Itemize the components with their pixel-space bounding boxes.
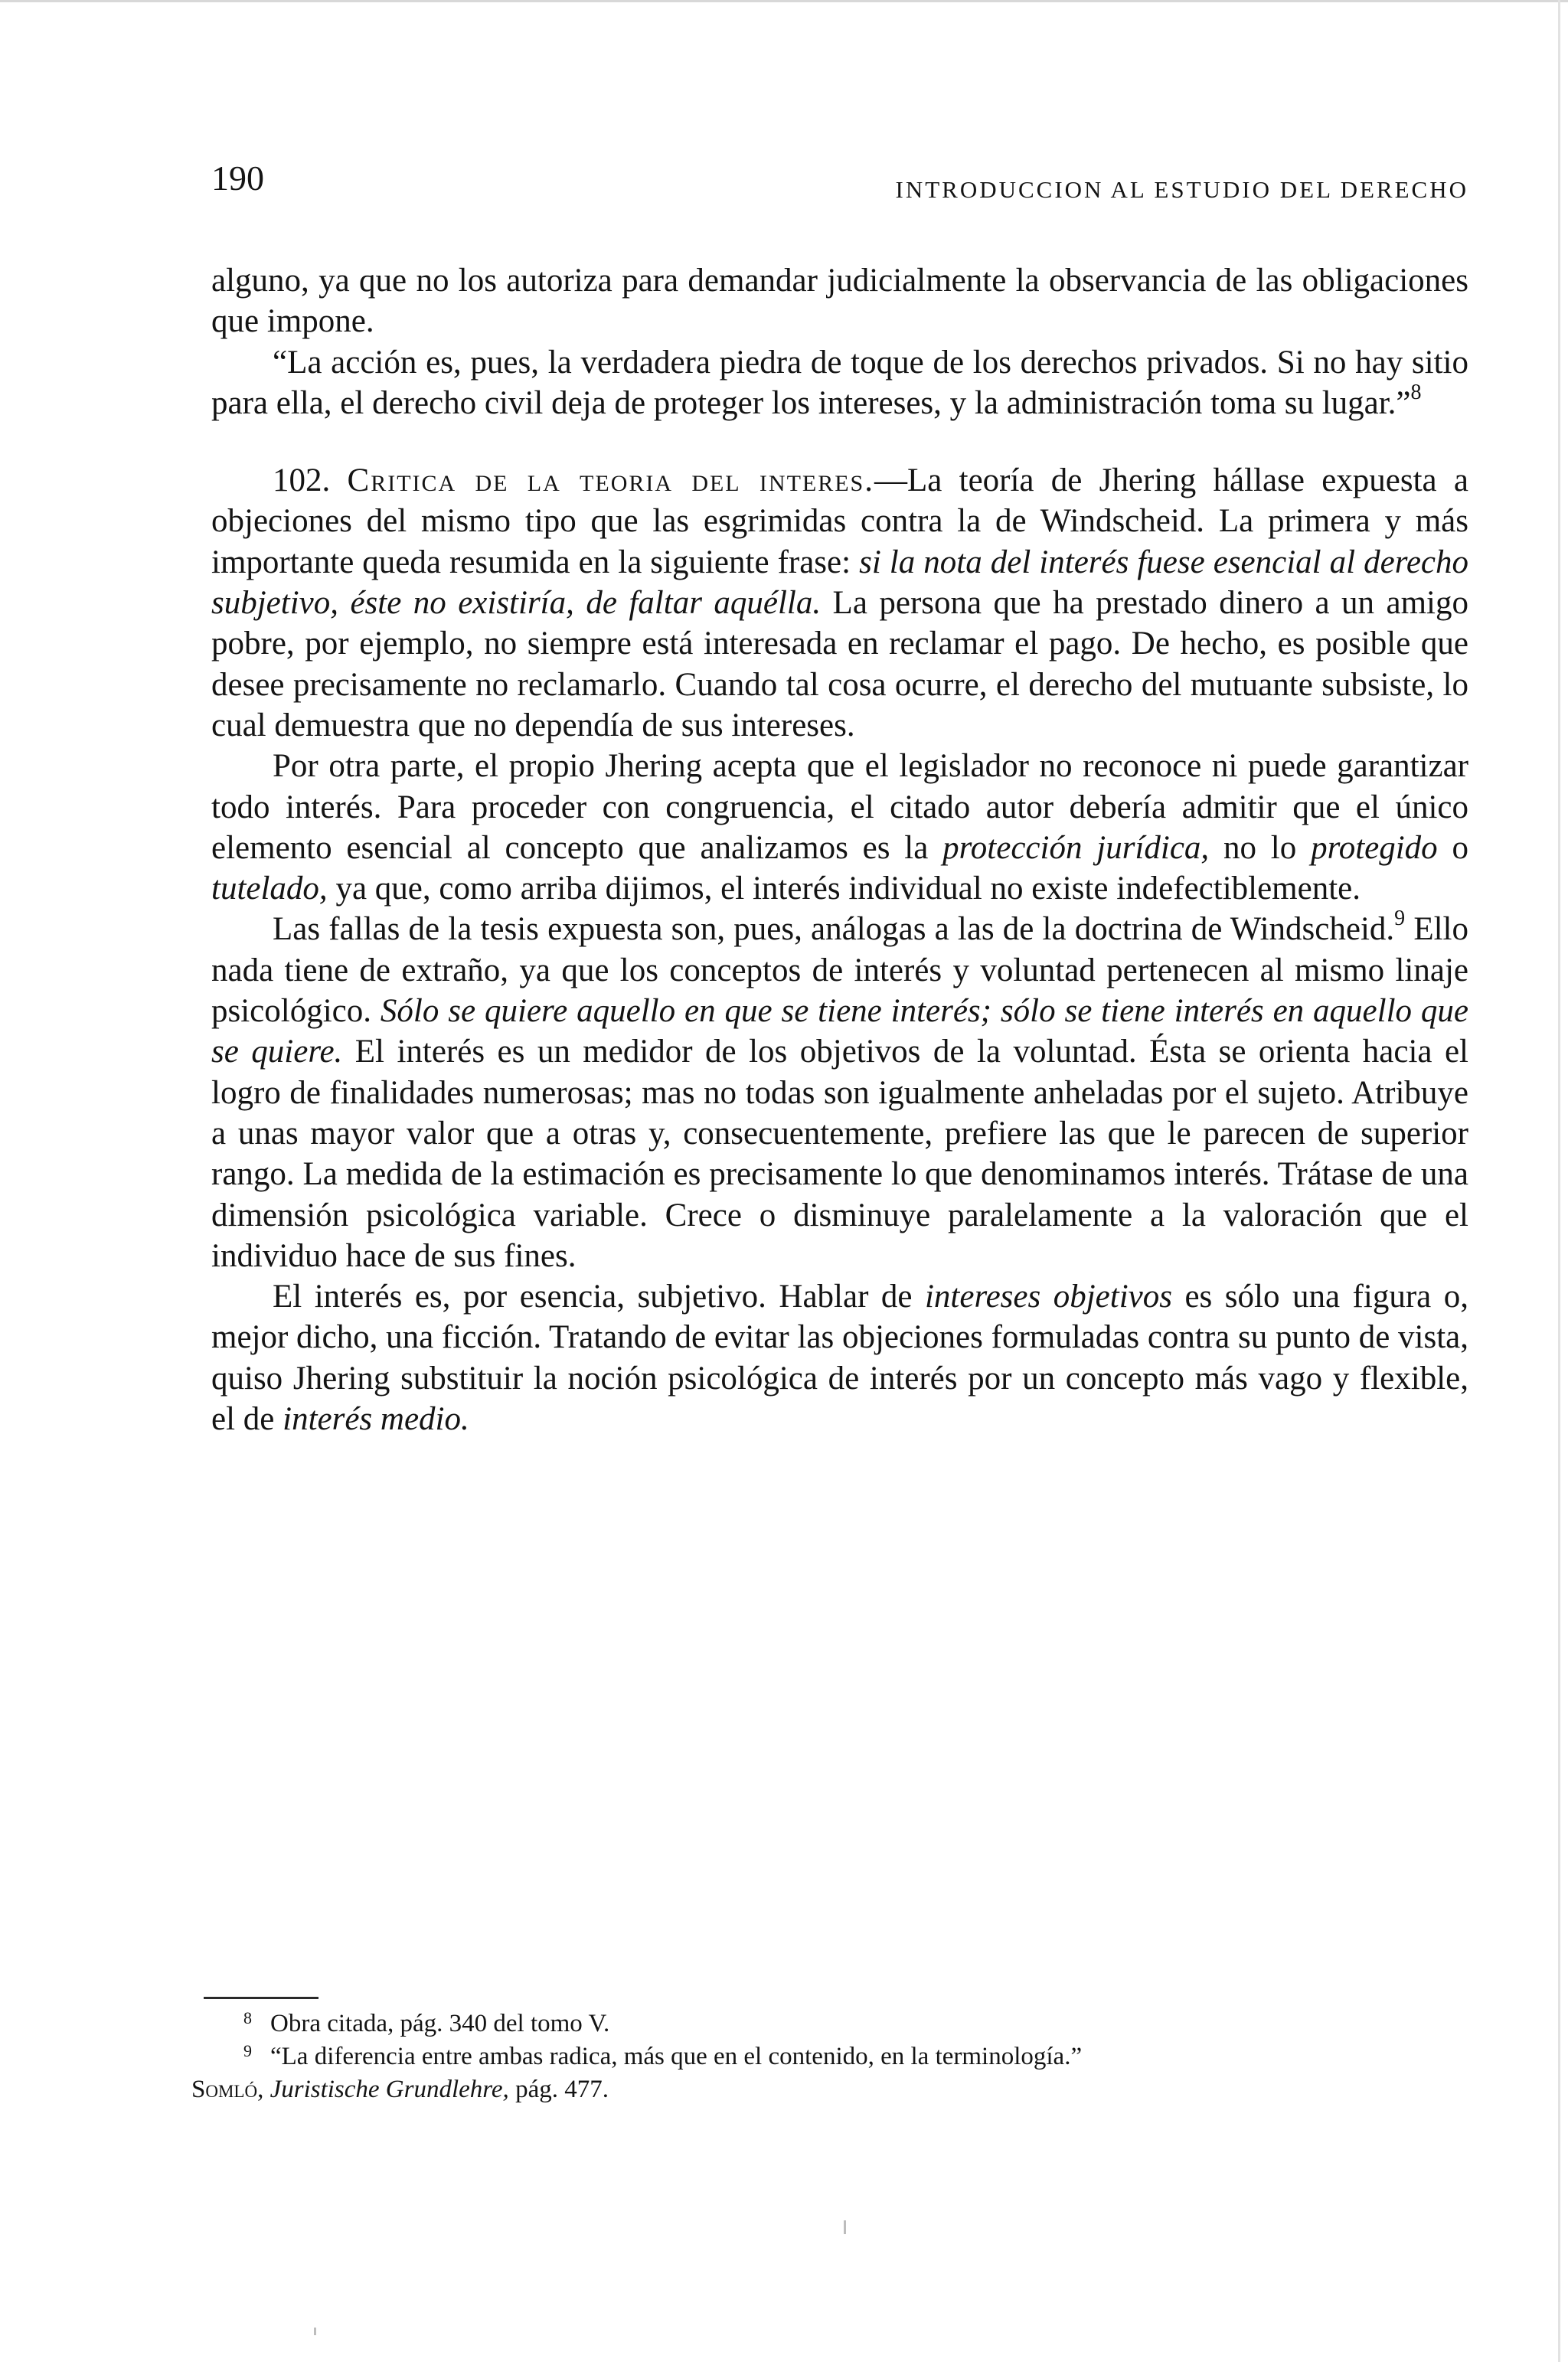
paragraph-6-text-b: es sólo una figura o, mejor dicho, una ficción. Tratando de evitar las objeciones formuladas contra su punto de vista, quiso Jhering substituir la noción psicológica de interés por un concepto más vago y flexible, el de (211, 1279, 1468, 1438)
footnote-9-citation (191, 2074, 1468, 2106)
running-title: INTRODUCCION AL ESTUDIO DEL DERECHO (895, 176, 1468, 203)
paragraph-4-italic-c: tutelado, (211, 871, 328, 907)
paragraph-5 (211, 909, 1468, 1276)
right-edge-line (1558, 0, 1560, 2362)
page-header (211, 158, 1468, 204)
paragraph-4 (211, 746, 1468, 909)
scan-speck (314, 2328, 316, 2335)
footnote-8 (191, 2008, 1468, 2041)
paragraph-5-text-c: El interés es un medidor de los objetivos de la voluntad. Ésta se orienta hacia el logro de finalidades numerosas; mas no todas son igualmente anheladas por el sujeto. Atribuye a unas mayor valor que a otras y, consecuentemente, prefiere las que le parecen de superior rango. La medida de la estimación es precisamente lo que denominamos interés. Trátase de una dimensión psicológica variable. Crece o disminuye paralelamente a la valoración que el individuo hace de sus fines. (211, 1034, 1468, 1274)
paragraph-4-italic-a: protección jurídica, (942, 829, 1210, 866)
paragraph-2-text: “La acción es, pues, la verdadera piedra de toque de los derechos privados. Si no hay sitio para ella, el derecho civil deja de proteger los intereses, y la administración toma su lugar.” (211, 344, 1468, 421)
paragraph-3-text-a: —La teoría de Jhering hállase expuesta a objeciones del mismo tipo que las esgrimidas contra la de Windscheid. La primera y más importante queda resumida en la siguiente frase: (211, 462, 1469, 580)
paragraph-4-text-d: ya que, como arriba dijimos, el interés individual no existe indefectiblemente. (327, 871, 1361, 907)
footnote-9-text: “La diferencia entre ambas radica, más que en el contenido, en la terminología.” (270, 2043, 1083, 2070)
paragraph-1-text: alguno, ya que no los autoriza para demandar judicialmente la observancia de las obligaciones que impone. (211, 263, 1468, 340)
paragraph-3-text-b: La persona que ha prestado dinero a un amigo pobre, por ejemplo, no siempre está interesada en reclamar el pago. De hecho, es posible que desee precisamente no reclamarlo. Cuando tal cosa ocurre, el derecho del mutuante subsiste, lo cual demuestra que no dependía de sus intereses. (211, 585, 1468, 743)
paragraph-4-text-b: no lo (1209, 829, 1312, 866)
page-number: 190 (211, 158, 264, 198)
footnote-9-mark: 9 (243, 2041, 252, 2060)
paragraph-6-italic-b: interés medio. (283, 1401, 469, 1438)
paragraph-2-quote (211, 342, 1468, 424)
paragraph-3-section-102 (211, 460, 1468, 746)
paragraph-5-italic-a: Sólo se quiere aquello en que se tiene interés; sólo se tiene interés en aquello que se quiere. (211, 993, 1469, 1070)
section-heading: Critica de la teoria del interes. (347, 462, 874, 499)
scan-speck (844, 2220, 846, 2234)
footnote-divider (204, 1997, 318, 1999)
paragraph-6-text-a: El interés es, por esencia, subjetivo. Hablar de (273, 1279, 925, 1315)
body-text (211, 260, 1468, 1439)
footnote-ref-8[interactable]: 8 (1410, 380, 1422, 404)
paragraph-3-italic-a: si la nota del interés fuese esencial al derecho subjetivo, éste no existiría, de faltar aquélla. (211, 544, 1469, 622)
footnote-9 (191, 2041, 1468, 2074)
footnote-9-author: Somló, (191, 2076, 264, 2103)
paragraph-6 (211, 1276, 1468, 1439)
footnote-8-mark: 8 (243, 2008, 252, 2027)
paragraph-5-text-a: Las fallas de la tesis expuesta son, pues, análogas a las de la doctrina de Windscheid. (273, 911, 1395, 948)
footnotes (191, 1997, 1468, 2106)
paragraph-6-italic-a: intereses objetivos (924, 1279, 1172, 1315)
paragraph-4-text-a: Por otra parte, el propio Jhering acepta que el legislador no reconoce ni puede garantizar todo interés. Para proceder con congruencia, el citado autor debería admitir que el único elemento esencial al concepto que analizamos es la (211, 748, 1468, 866)
paragraph-1 (211, 260, 1468, 342)
paragraph-4-text-c: o (1437, 829, 1468, 866)
footnote-8-text: Obra citada, pág. 340 del tomo V. (270, 2010, 610, 2037)
paragraph-4-italic-b: protegido (1311, 829, 1438, 866)
paragraph-5-text-b: Ello nada tiene de extraño, ya que los conceptos de interés y voluntad pertenecen al mismo linaje psicológico. (211, 911, 1468, 1030)
footnote-9-title: Juristische Grundlehre, (270, 2076, 509, 2103)
footnote-9-page: pág. 477. (508, 2076, 609, 2103)
section-number: 102. (273, 462, 331, 499)
footnote-ref-9[interactable]: 9 (1394, 907, 1406, 931)
top-edge-line (0, 0, 1568, 2)
